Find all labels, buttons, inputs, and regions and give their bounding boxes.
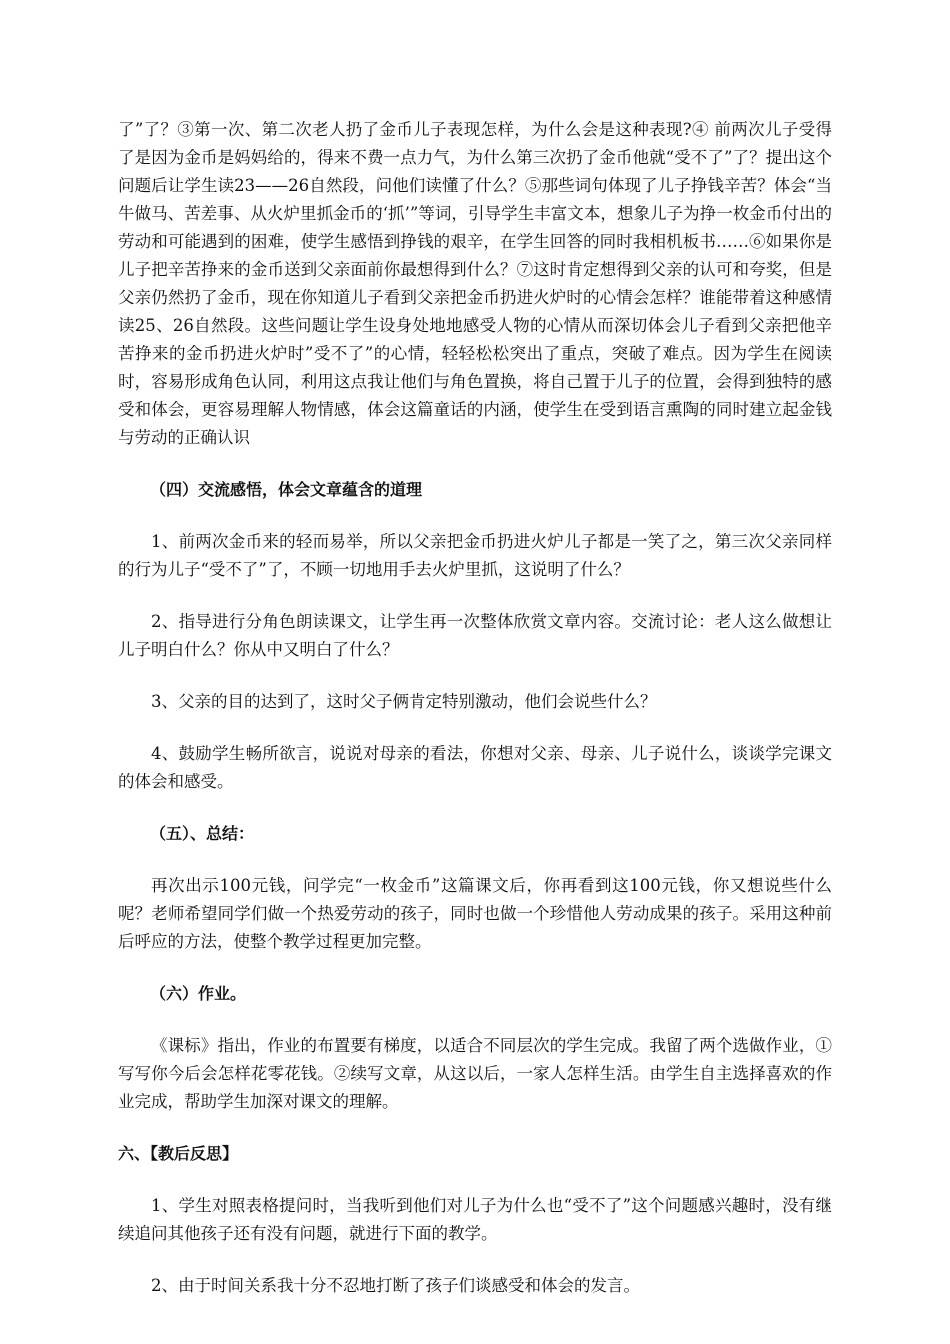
paragraph-4-3: 3、父亲的目的达到了，这时父子俩肯定特别激动，他们会说些什么？: [151, 692, 657, 711]
paragraph-4-4: 4、鼓励学生畅所欲言，说说对母亲的看法，你想对父亲、母亲、儿子说什么，谈谈学完课文的体会和感受。: [118, 744, 832, 791]
paragraph-5-summary: 再次出示100元钱，问学完“一枚金币”这篇课文后，你再看到这100元钱，你又想说些什么呢？老师希望同学们做一个热爱劳动的孩子，同时也做一个珍惜他人劳动成果的孩子。采用这种前后呼应的方法，使整个教学过程更加完整。: [118, 876, 832, 951]
spacer: [118, 1248, 832, 1272]
paragraph-reflection-1: 1、学生对照表格提问时，当我听到他们对儿子为什么也“受不了”这个问题感兴趣时，没有继续追问其他孩子还有没有问题，就进行下面的教学。: [118, 1196, 832, 1243]
spacer: [118, 1116, 832, 1140]
spacer: [118, 716, 832, 740]
section-heading-reflection: 六、【教后反思】: [118, 1144, 239, 1163]
spacer: [118, 1168, 832, 1192]
paragraph-teaching-process: 了”了？③第一次、第二次老人扔了金币儿子表现怎样，为什么会是这种表现?④ 前两次儿子受得了是因为金币是妈妈给的，得来不费一点力气，为什么第三次扔了金币他就“受不了”了？提出这个问题后让学生读23——26自然段，问他们读懂了什么？⑤那些词句体现了儿子挣钱辛苦？体会“当牛做马、苦差事、从火炉里抓金币的‘抓’”等词，引导学生丰富文本，想象儿子为挣一枚金币付出的劳动和可能遇到的困难，使学生感悟到挣钱的艰辛，在学生回答的同时我相机板书……⑥如果你是儿子把辛苦挣来的金币送到父亲面前你最想得到什么？⑦这时肯定想得到父亲的认可和夸奖，但是父亲仍然扔了金币，现在你知道儿子看到父亲把金币扔进火炉时的心情会怎样？谁能带着这种感情读25、26自然段。这些问题让学生设身处地地感受人物的心情从而深切体会儿子看到父亲把他辛苦挣来的金币扔进火炉时”受不了”的心情，轻轻松松突出了重点，突破了难点。因为学生在阅读时，容易形成角色认同，利用这点我让他们与角色置换，将自己置于儿子的位置，会得到独特的感受和体会，更容易理解人物情感，体会这篇童话的内涵，使学生在受到语言熏陶的同时建立起金钱与劳动的正确认识: [118, 120, 832, 447]
section-heading-5: （五）、总结：: [150, 824, 255, 843]
spacer: [118, 452, 832, 476]
spacer: [118, 504, 832, 528]
section-heading-6: （六）作业。: [150, 984, 247, 1003]
document-page: [118, 116, 832, 1300]
spacer: [118, 664, 832, 688]
paragraph-reflection-2: 2、由于时间关系我十分不忍地打断了孩子们谈感受和体会的发言。: [151, 1276, 640, 1295]
paragraph-6-homework: 《课标》指出，作业的布置要有梯度，以适合不同层次的学生完成。我留了两个选做作业，①写写你今后会怎样花零花钱。②续写文章，从这以后，一家人怎样生活。由学生自主选择喜欢的作业完成，帮助学生加深对课文的理解。: [118, 1036, 832, 1111]
paragraph-4-2: 2、指导进行分角色朗读课文，让学生再一次整体欣赏文章内容。交流讨论：老人这么做想让儿子明白什么？你从中又明白了什么？: [118, 612, 832, 659]
section-heading-4: （四）交流感悟，体会文章蕴含的道理: [150, 480, 423, 499]
spacer: [118, 796, 832, 820]
spacer: [118, 1008, 832, 1032]
spacer: [118, 584, 832, 608]
spacer: [118, 956, 832, 980]
spacer: [118, 848, 832, 872]
paragraph-4-1: 1、前两次金币来的轻而易举，所以父亲把金币扔进火炉儿子都是一笑了之，第三次父亲同样的行为儿子“受不了”了，不顾一切地用手去火炉里抓，这说明了什么？: [118, 532, 832, 579]
